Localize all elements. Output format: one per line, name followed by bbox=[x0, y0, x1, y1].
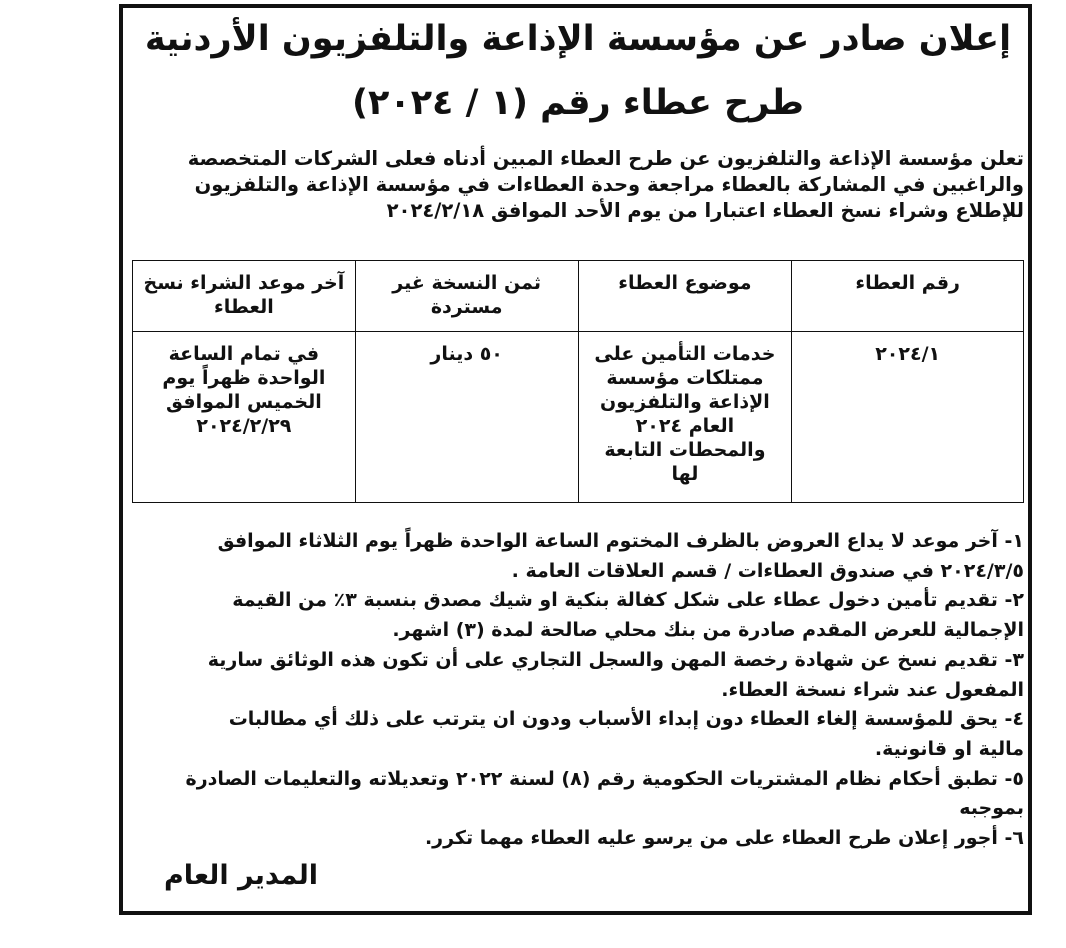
intro-line: تعلن مؤسسة الإذاعة والتلفزيون عن طرح العطاء المبين أدناه فعلى الشركات المتخصصة bbox=[187, 147, 1024, 170]
tender-title: طرح عطاء رقم (١ / ٢٠٢٤) bbox=[351, 83, 805, 123]
tender-table bbox=[132, 260, 1024, 503]
term-line: ٢- تقديم تأمين دخول عطاء على شكل كفالة بنكية او شيك مصدق بنسبة ٣٪ من القيمة bbox=[232, 589, 1024, 612]
signature: المدير العام bbox=[164, 860, 318, 891]
announcement-title: إعلان صادر عن مؤسسة الإذاعة والتلفزيون الأردنية bbox=[144, 19, 1012, 59]
intro-line: والراغبين في المشاركة بالعطاء مراجعة وحدة العطاءات في مؤسسة الإذاعة والتلفزيون bbox=[194, 173, 1024, 196]
term-line: ٣- تقديم نسخ عن شهادة رخصة المهن والسجل التجاري على أن تكون هذه الوثائق سارية bbox=[207, 648, 1024, 671]
term-line: ٦- أجور إعلان طرح العطاء على من يرسو عليه العطاء مهما تكرر. bbox=[424, 827, 1024, 850]
header-tender-number: رقم العطاء bbox=[792, 261, 1024, 332]
cell-copy-price: ٥٠ دينار bbox=[355, 332, 578, 503]
table-header-row bbox=[133, 261, 1024, 332]
cell-tender-subject: خدمات التأمين على ممتلكات مؤسسة الإذاعة والتلفزيون العام ٢٠٢٤ والمحطات التابعة لها bbox=[578, 332, 792, 503]
term-line: بموجبه bbox=[959, 797, 1024, 820]
table-row bbox=[133, 332, 1024, 503]
term-line: ٤- يحق للمؤسسة إلغاء العطاء دون إبداء الأسباب ودون ان يترتب على ذلك أي مطالبات bbox=[228, 708, 1024, 731]
intro-paragraph bbox=[132, 146, 1024, 224]
header-purchase-deadline: آخر موعد الشراء نسخ العطاء bbox=[133, 261, 356, 332]
header-copy-price: ثمن النسخة غير مستردة bbox=[355, 261, 578, 332]
announcement bbox=[132, 8, 1024, 854]
header-tender-subject: موضوع العطاء bbox=[578, 261, 792, 332]
term-line: مالية او قانونية. bbox=[874, 737, 1024, 760]
term-line: ٢٠٢٤/٣/٥ في صندوق العطاءات / قسم العلاقات العامة . bbox=[511, 559, 1024, 582]
terms-list bbox=[132, 527, 1024, 854]
term-line: ١- آخر موعد لا يداع العروض بالظرف المختوم الساعة الواحدة ظهراً يوم الثلاثاء الموافق bbox=[217, 530, 1024, 552]
term-line: ٥- تطبق أحكام نظام المشتريات الحكومية رقم (٨) لسنة ٢٠٢٢ وتعديلاته والتعليمات الصادرة bbox=[185, 767, 1024, 790]
term-line: المفعول عند شراء نسخة العطاء. bbox=[721, 678, 1024, 701]
cell-purchase-deadline: في تمام الساعة الواحدة ظهراً يوم الخميس الموافق ٢٠٢٤/٢/٢٩ bbox=[133, 332, 356, 503]
term-line: الإجمالية للعرض المقدم صادرة من بنك محلي صالحة لمدة (٣) اشهر. bbox=[392, 619, 1024, 642]
cell-tender-number: ٢٠٢٤/١ bbox=[792, 332, 1024, 503]
intro-line: للإطلاع وشراء نسخ العطاء اعتبارا من يوم الأحد الموافق ٢٠٢٤/٢/١٨ bbox=[386, 199, 1024, 222]
